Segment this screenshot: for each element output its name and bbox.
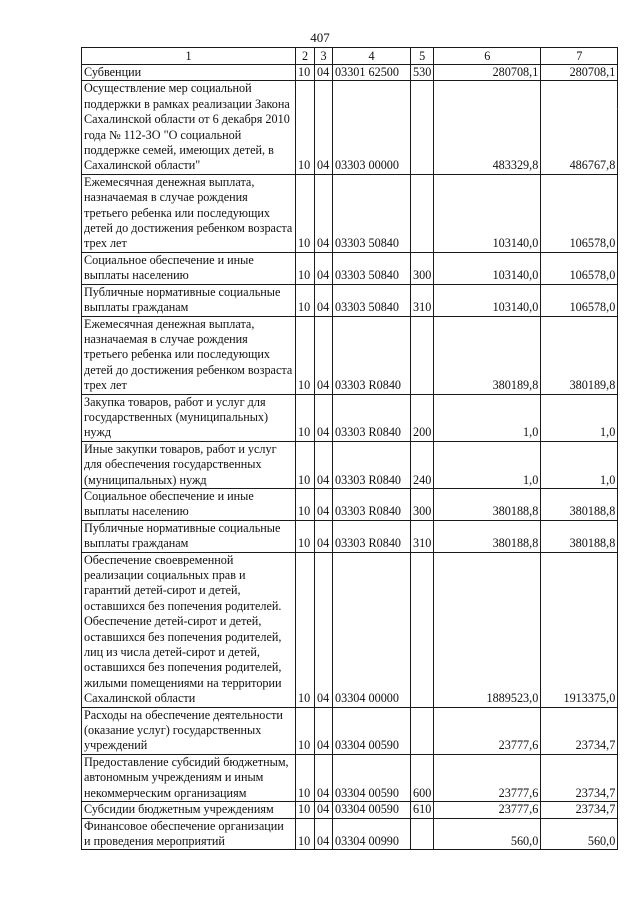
cell-section: 10 [296,552,315,707]
cell-section: 10 [296,394,315,441]
header-col-6: 6 [434,48,541,65]
table-row [82,552,618,707]
header-col-1: 1 [82,48,296,65]
cell-target-article: 03303 50840 [333,174,411,252]
cell-target-article: 03301 62500 [333,65,411,81]
header-col-7: 7 [541,48,618,65]
table-row [82,81,618,174]
cell-amount-year2: 380188,8 [541,488,618,520]
table-row [82,252,618,284]
page-number: 407 [310,30,330,45]
table-row [82,754,618,801]
cell-name: Публичные нормативные социальные выплаты гражданам [82,520,296,552]
header-col-5: 5 [411,48,434,65]
cell-subsection: 04 [315,552,333,707]
cell-amount-year1: 1,0 [434,394,541,441]
cell-target-article: 03303 50840 [333,252,411,284]
cell-subsection: 04 [315,707,333,754]
cell-subsection: 04 [315,81,333,174]
cell-expense-type: 300 [411,488,434,520]
cell-subsection: 04 [315,394,333,441]
cell-subsection: 04 [315,65,333,81]
cell-subsection: 04 [315,316,333,394]
cell-section: 10 [296,488,315,520]
cell-section: 10 [296,316,315,394]
table-row [82,802,618,818]
cell-amount-year2: 106578,0 [541,174,618,252]
cell-amount-year1: 1889523,0 [434,552,541,707]
cell-subsection: 04 [315,284,333,316]
cell-name: Закупка товаров, работ и услуг для государственных (муниципальных) нужд [82,394,296,441]
cell-name: Осуществление мер социальной поддержки в рамках реализации Закона Сахалинской области от 6 декабря 2010 года № 112-ЗО "О социальной поддержке семей, имеющих детей, в Сахалинской области" [82,81,296,174]
budget-table [81,47,618,850]
cell-amount-year2: 380188,8 [541,520,618,552]
cell-target-article: 03304 00590 [333,754,411,801]
cell-amount-year1: 23777,6 [434,754,541,801]
cell-name: Субвенции [82,65,296,81]
cell-name: Социальное обеспечение и иные выплаты населению [82,252,296,284]
cell-name: Ежемесячная денежная выплата, назначаемая в случае рождения третьего ребенка или последующих детей до достижения ребенком возраста трех лет [82,316,296,394]
cell-expense-type: 310 [411,284,434,316]
cell-amount-year1: 103140,0 [434,252,541,284]
cell-amount-year1: 483329,8 [434,81,541,174]
cell-target-article: 03303 R0840 [333,316,411,394]
cell-amount-year2: 380189,8 [541,316,618,394]
cell-section: 10 [296,252,315,284]
cell-subsection: 04 [315,252,333,284]
cell-amount-year1: 23777,6 [434,707,541,754]
cell-expense-type [411,316,434,394]
table-row [82,707,618,754]
cell-target-article: 03303 R0840 [333,520,411,552]
table-row [82,488,618,520]
cell-section: 10 [296,441,315,488]
cell-section: 10 [296,802,315,818]
cell-amount-year2: 1913375,0 [541,552,618,707]
cell-expense-type [411,174,434,252]
table-row [82,520,618,552]
cell-name: Предоставление субсидий бюджетным, автономным учреждениям и иным некоммерческим организациям [82,754,296,801]
cell-amount-year2: 106578,0 [541,252,618,284]
header-col-2: 2 [296,48,315,65]
cell-name: Обеспечение своевременной реализации социальных прав и гарантий детей-сирот и детей, оставшихся без попечения родителей. Обеспечение детей-сирот и детей, оставшихся без попечения родителей, лиц из числа детей-сирот и детей, оставшихся без попечения родителей, жилыми помещениями на территории Сахалинской области [82,552,296,707]
cell-target-article: 03304 00590 [333,707,411,754]
cell-amount-year2: 23734,7 [541,707,618,754]
cell-subsection: 04 [315,818,333,850]
cell-amount-year2: 23734,7 [541,754,618,801]
cell-amount-year2: 1,0 [541,394,618,441]
cell-expense-type: 610 [411,802,434,818]
cell-section: 10 [296,284,315,316]
cell-section: 10 [296,65,315,81]
cell-amount-year2: 486767,8 [541,81,618,174]
scan-speck: · [616,104,619,114]
cell-expense-type: 310 [411,520,434,552]
cell-subsection: 04 [315,488,333,520]
table-row [82,65,618,81]
cell-expense-type [411,552,434,707]
header-col-4: 4 [333,48,411,65]
cell-amount-year2: 560,0 [541,818,618,850]
cell-section: 10 [296,174,315,252]
cell-name: Ежемесячная денежная выплата, назначаемая в случае рождения третьего ребенка или последующих детей до достижения ребенком возраста трех лет [82,174,296,252]
cell-section: 10 [296,818,315,850]
cell-target-article: 03303 R0840 [333,441,411,488]
table-row [82,818,618,850]
cell-expense-type: 240 [411,441,434,488]
cell-amount-year1: 103140,0 [434,284,541,316]
cell-amount-year1: 280708,1 [434,65,541,81]
cell-target-article: 03304 00990 [333,818,411,850]
cell-amount-year1: 380188,8 [434,488,541,520]
cell-amount-year2: 106578,0 [541,284,618,316]
cell-expense-type: 200 [411,394,434,441]
cell-expense-type [411,81,434,174]
cell-amount-year1: 380188,8 [434,520,541,552]
table-row [82,394,618,441]
cell-subsection: 04 [315,520,333,552]
cell-expense-type: 300 [411,252,434,284]
cell-amount-year1: 23777,6 [434,802,541,818]
cell-expense-type [411,707,434,754]
cell-expense-type [411,818,434,850]
cell-target-article: 03303 R0840 [333,488,411,520]
cell-subsection: 04 [315,174,333,252]
table-row [82,441,618,488]
cell-amount-year1: 1,0 [434,441,541,488]
cell-name: Субсидии бюджетным учреждениям [82,802,296,818]
cell-amount-year2: 1,0 [541,441,618,488]
cell-name: Иные закупки товаров, работ и услуг для обеспечения государственных (муниципальных) нужд [82,441,296,488]
cell-target-article: 03304 00000 [333,552,411,707]
header-col-3: 3 [315,48,333,65]
cell-expense-type: 530 [411,65,434,81]
cell-amount-year1: 380189,8 [434,316,541,394]
cell-section: 10 [296,754,315,801]
cell-amount-year2: 23734,7 [541,802,618,818]
table-row [82,284,618,316]
cell-name: Финансовое обеспечение организации и проведения мероприятий [82,818,296,850]
cell-name: Расходы на обеспечение деятельности (оказание услуг) государственных учреждений [82,707,296,754]
cell-name: Публичные нормативные социальные выплаты гражданам [82,284,296,316]
cell-target-article: 03303 00000 [333,81,411,174]
table-body [82,65,618,850]
cell-amount-year1: 103140,0 [434,174,541,252]
cell-subsection: 04 [315,441,333,488]
cell-amount-year1: 560,0 [434,818,541,850]
cell-section: 10 [296,81,315,174]
table-row [82,174,618,252]
cell-section: 10 [296,707,315,754]
cell-target-article: 03303 50840 [333,284,411,316]
table-row [82,316,618,394]
cell-subsection: 04 [315,802,333,818]
cell-section: 10 [296,520,315,552]
cell-name: Социальное обеспечение и иные выплаты населению [82,488,296,520]
header-row [82,48,618,65]
cell-target-article: 03304 00590 [333,802,411,818]
cell-expense-type: 600 [411,754,434,801]
cell-amount-year2: 280708,1 [541,65,618,81]
cell-target-article: 03303 R0840 [333,394,411,441]
cell-subsection: 04 [315,754,333,801]
